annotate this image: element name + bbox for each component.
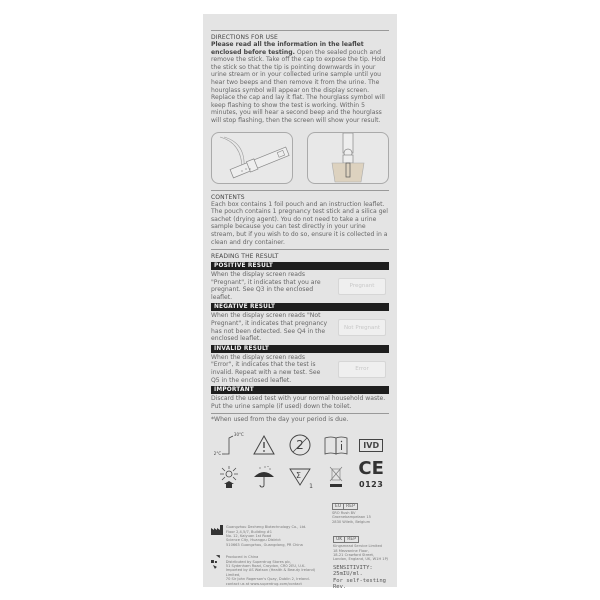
uk-rep-line: 18-21 Crawford Street, xyxy=(333,553,375,558)
keep-away-from-sunlight-icon xyxy=(216,464,242,490)
uk-rep-line: Kingsmead Service Limited xyxy=(333,544,382,549)
svg-text:Σ: Σ xyxy=(295,471,302,480)
temp-high-label: 30°C xyxy=(233,432,244,437)
do-not-reuse-icon xyxy=(287,432,313,458)
negative-result-banner: NEGATIVE RESULT xyxy=(211,303,389,311)
divider xyxy=(211,413,389,414)
divider xyxy=(211,249,389,250)
uk-rep-sensitivity-column xyxy=(333,525,389,590)
invalid-result-text: When the display screen reads "Error", it indicates that the test is invalid. Repeat with a new test. See Q5 in the enclosed leaflet. xyxy=(211,353,321,384)
cup-sample-illustration xyxy=(307,132,389,184)
keep-dry-icon xyxy=(251,464,277,490)
sensitivity-block xyxy=(333,565,389,591)
positive-result-text: When the display screen reads "Pregnant", it indicates that you are pregnant. See Q3 in the enclosed leaflet. xyxy=(211,271,321,301)
stick-in-cup-icon xyxy=(308,133,388,183)
uk-rep-line: 18 Mezzanine Floor, xyxy=(333,548,369,553)
eu-rep-line: SRO Rush BV xyxy=(332,511,356,515)
sensitivity-line: For self-testing xyxy=(333,577,386,584)
distributor-line: 51 Sydenham Road, Croydon, CR0 2EU, U.K. xyxy=(225,564,306,569)
manufacturer-line: 510663 Guangzhou, Guangdong, PR China xyxy=(226,542,303,547)
test-count: 1 xyxy=(309,483,313,490)
positive-result-row xyxy=(211,271,389,301)
stick-in-stream-icon xyxy=(212,133,292,183)
do-not-reuse-label: 2 xyxy=(296,438,304,452)
manufacturer-line: Science City, Huangpu District xyxy=(226,538,281,543)
illustrations xyxy=(211,132,389,184)
test-stick-illustration xyxy=(211,132,293,184)
warning-icon xyxy=(251,432,277,458)
eu-rep-icon xyxy=(332,503,358,510)
contents-text: Each box contains 1 foil pouch and an instruction leaflet. The pouch contains 1 pregnancy test stick and a silica gel sachet (drying agent). You do not need to take a urine sample because you can test directly in your urine stream, but if you wish to do so, ensure it is collected in a clean and dry container. xyxy=(211,200,389,246)
distributor-line: contact us at www.superdrug.com/contact xyxy=(225,581,302,586)
divider xyxy=(211,30,389,31)
important-text: Discard the used test with your normal household waste. Put the urine sample (if used) down the toilet. xyxy=(211,395,386,410)
contains-tests-icon xyxy=(287,464,313,490)
uk-rep-icon xyxy=(333,536,359,543)
directions-bold-lead: Please read all the information in the leaflet enclosed before testing. xyxy=(211,41,364,56)
reading-title: READING THE RESULT xyxy=(211,253,279,261)
temp-low-label: 2°C xyxy=(213,451,222,456)
rep-label: REP xyxy=(344,537,358,542)
display-screen-error: Error xyxy=(338,361,386,378)
distributor-line: Produced in China xyxy=(225,555,259,560)
sensitivity-line: Rev. xyxy=(333,584,347,591)
footnote: *When used from the day your period is due. xyxy=(211,416,349,424)
invalid-result-row xyxy=(211,354,389,384)
important-banner: IMPORTANT xyxy=(211,386,389,394)
ivd-icon xyxy=(358,432,384,458)
manufacturer-line: No. 12, Kaiyuan 1st Road xyxy=(226,534,272,539)
distributor-icon xyxy=(211,555,223,569)
display-screen-not-pregnant: Not Pregnant xyxy=(338,319,386,336)
invalid-result-banner: INVALID RESULT xyxy=(211,345,389,353)
positive-result-banner: POSITIVE RESULT xyxy=(211,262,389,270)
distributor-block xyxy=(211,555,329,586)
uk-rep-line: London, England, UK, W1H 1PJ xyxy=(333,557,388,562)
manufacturer-distributor-column xyxy=(211,525,329,590)
ce-label: CE xyxy=(358,458,384,479)
eu-rep-line: 2830 Wileik, Belgium xyxy=(332,519,371,524)
directions-body: Open the sealed pouch and remove the stick. Take off the cap to expose the tip. Hold the stick so that the tip is pointing downwards in your urine stream or in your collected urine sample until you hear two beeps and then remove it from the urine. The hourglass symbol will appear on the display screen. Replace the cap and lay it flat. The hourglass symbol will keep flashing to show the test is working. Within 5 minutes, you will hear a second beep and the hourglass will stop flashing, then the screen will show your result. xyxy=(211,48,386,124)
directions-text xyxy=(211,41,389,125)
ivd-label: IVD xyxy=(359,439,383,452)
bottom-info xyxy=(211,525,389,590)
regulatory-symbols xyxy=(211,432,389,490)
negative-result-row xyxy=(211,312,389,342)
eu-rep-line: Groenebampelaan 15 xyxy=(332,515,371,520)
weee-bin-icon xyxy=(323,464,349,490)
manufacturer-line: Floor 2,4,5/7, Building #1 xyxy=(226,529,273,534)
uk-label: UK xyxy=(336,537,343,543)
eu-label: EU xyxy=(335,504,342,509)
display-screen-pregnant: Pregnant xyxy=(338,278,386,295)
manufacturer-block xyxy=(211,525,329,547)
distributor-line: Distributed by Superdrug Stores plc, xyxy=(225,559,292,564)
panel-content xyxy=(211,14,389,590)
eu-rep-block xyxy=(332,492,389,524)
sensitivity-line: SENSITIVITY: xyxy=(333,564,373,571)
ce-mark xyxy=(358,458,384,490)
product-box-back-panel xyxy=(203,14,397,591)
rep-label: REP xyxy=(343,504,357,509)
negative-result-text: When the display screen reads "Not Pregnant", it indicates that pregnancy has not been detected. See Q4 in the enclosed leaflet. xyxy=(211,312,328,343)
consult-instructions-icon xyxy=(323,432,349,458)
sensitivity-line: 25mIU/ml. xyxy=(333,571,363,578)
distributor-line: Imported by AS Watson (Health & Beauty Ireland) Limited, xyxy=(225,568,316,577)
divider xyxy=(211,190,389,191)
manufacturer-icon xyxy=(211,525,223,535)
contents-title: CONTENTS xyxy=(211,193,245,201)
temperature-limit-icon xyxy=(213,432,244,458)
directions-title: DIRECTIONS FOR USE xyxy=(211,34,278,41)
notified-body-number: 0123 xyxy=(359,480,384,489)
distributor-line: 70 Sir John Rogerson's Quay, Dublin 2, Ireland. xyxy=(225,577,310,582)
manufacturer-line: Guangzhou Decheng Biotechnology Co., Ltd. xyxy=(226,525,307,530)
